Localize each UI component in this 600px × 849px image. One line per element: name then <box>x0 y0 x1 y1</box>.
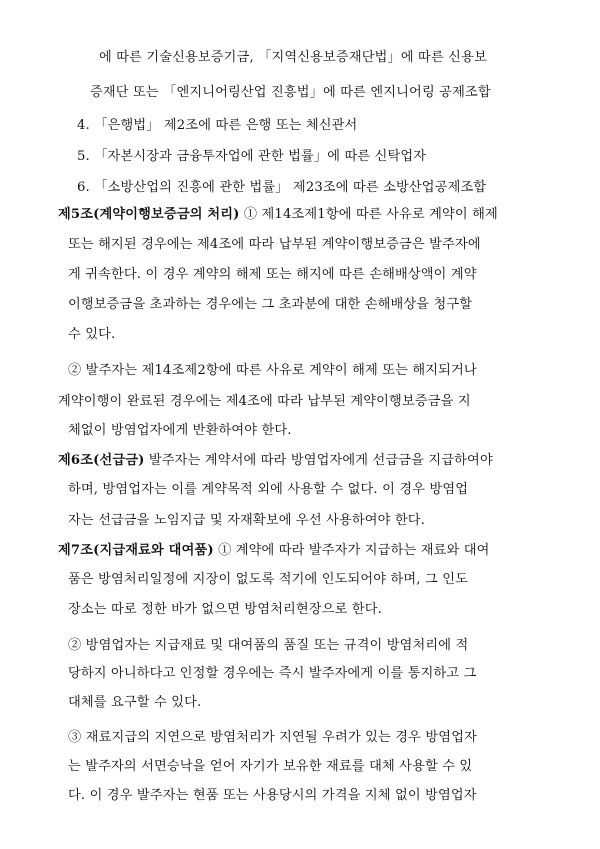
item5: 5. 「자본시장과 금융투자업에 관한 법률」에 따른 신탁업자 <box>77 149 427 164</box>
article7-para3-line: 다. 이 경우 발주자는 현품 또는 사용당시의 가격을 지체 없이 방염업자 <box>68 788 477 803</box>
article7-para2-line: 대체를 요구할 수 있다. <box>68 695 202 710</box>
article7-line: 품은 방염처리일정에 지장이 없도록 적기에 인도되어야 하며, 그 인도 <box>68 572 468 587</box>
article5-para2-line: ② 발주자는 제14조제2항에 따른 사유로 계약이 해제 또는 해지되거나 <box>68 363 477 378</box>
article7-para2-line: 당하지 아니하다고 인정할 경우에는 즉시 발주자에게 이를 통지하고 그 <box>68 666 477 681</box>
article5-heading: 제5조(계약이행보증금의 처리) <box>58 207 240 222</box>
article7-line: 장소는 따로 정한 바가 없으면 방염처리현장으로 한다. <box>68 602 382 617</box>
article5-text: ① 제14조제1항에 따른 사유로 계약이 해제 <box>239 207 498 222</box>
article5-para2-line: 체없이 방염업자에게 반환하여야 한다. <box>68 423 292 438</box>
article5-para2-line: 계약이행이 완료된 경우에는 제4조에 따라 납부된 계약이행보증금을 지 <box>58 394 471 409</box>
article7-para3-line: 는 발주자의 서면승낙을 얻어 자기가 보유한 재료를 대체 사용할 수 있 <box>68 759 473 774</box>
article7-heading: 제7조(지급재료와 대여품) <box>58 543 214 558</box>
article6-line: 자는 선급금을 노임지급 및 자재확보에 우선 사용하여야 한다. <box>68 513 425 528</box>
article7-text: ① 계약에 따라 발주자가 지급하는 재료와 대여 <box>213 543 490 558</box>
article7-para2-line: ② 방염업자는 지급재료 및 대여품의 품질 또는 규격이 방염처리에 적 <box>68 638 469 653</box>
item3-line1: 에 따른 기술신용보증기금, 「지역신용보증재단법」에 따른 신용보 <box>99 50 487 65</box>
article7-first-line <box>58 542 489 560</box>
article5-first-line <box>58 206 498 224</box>
article6-first-line <box>58 452 493 470</box>
article5-line: 수 있다. <box>68 327 116 342</box>
article5-line: 게 귀속한다. 이 경우 계약의 해제 또는 해지에 따른 손해배상액이 계약 <box>68 267 477 282</box>
article5-line: 또는 해지된 경우에는 제4조에 따라 납부된 계약이행보증금은 발주자에 <box>68 237 481 252</box>
item4: 4. 「은행법」 제2조에 따른 은행 또는 체신관서 <box>77 118 358 133</box>
item6: 6. 「소방산업의 진흥에 관한 법률」 제23조에 따른 소방산업공제조합 <box>77 180 487 195</box>
article7-para3-line: ③ 재료지급의 지연으로 방염처리가 지연될 우려가 있는 경우 방염업자 <box>68 730 477 745</box>
article6-text: 발주자는 계약서에 따라 방염업자에게 선급금을 지급하여야 <box>144 453 493 468</box>
article6-heading: 제6조(선급금) <box>58 453 145 468</box>
article6-line: 하며, 방염업자는 이를 계약목적 외에 사용할 수 없다. 이 경우 방염업 <box>68 482 469 497</box>
item3-line2: 증재단 또는 「엔지니어링산업 진흥법」에 따른 엔지니어링 공제조합 <box>90 85 491 100</box>
article5-line: 이행보증금을 초과하는 경우에는 그 초과분에 대한 손해배상을 청구할 <box>68 297 473 312</box>
